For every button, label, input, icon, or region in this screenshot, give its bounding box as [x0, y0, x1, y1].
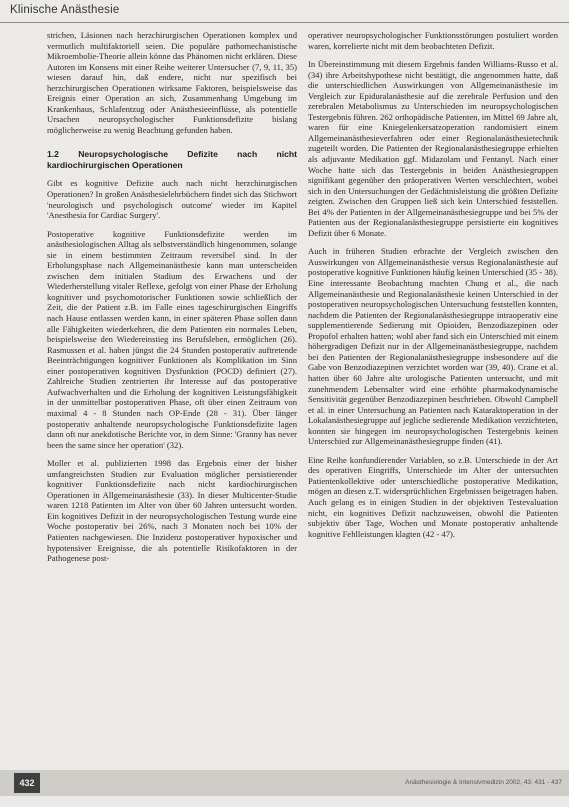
header-title: Klinische Anästhesie: [10, 4, 120, 16]
journal-reference: Anästhesiologie & Intensivmedizin 2002, 43: 431 - 437: [405, 779, 562, 786]
right-column: [308, 30, 558, 539]
right-paragraph-1: operativer neuropsychologischer Funktionsstörungen postuliert worden waren, korrelierte nicht mit dem beobachteten Defizit.: [308, 30, 558, 51]
right-paragraph-4: Eine Reihe konfundierender Variablen, so z.B. Unterschiede in der Art des operativen Eingriffs, Unterschiede im Alter der untersuchten Patientenkollektive oder unterschiedliche postoperative Medikation, mögen an diesen z.T. widersprüchlichen Ergebnissen beigetragen haben. Auch gelang es in einigen Studien in der objektiven Testevaluation nicht, ein kognitives Defizit nachzuweisen, obwohl die Patienten subjektiv über Tage, Wochen und Monate postoperativ anhaltende kognitive Fehlleistungen klagten (42 - 47).: [308, 454, 558, 539]
section-heading: 1.2 Neuropsychologische Defizite nach nicht kardiochirurgischen Operationen: [47, 149, 297, 170]
left-paragraph-4: Moller et al. publizierten 1998 das Ergebnis einer der bisher umfangreichsten Studien zur Evaluation möglicher persistierender kognitiver Funktionsdefizite nach nicht kardiochirurgischen Operationen in Allgemeinanästhesie (33). In dieser Multicenter-Studie waren 1218 Patienten im Alter von über 60 Jahren untersucht worden. Ein kognitives Defizit in der neuropsychologischen Testung wurde eine Woche postoperativ bei 26%, nach 3 Monaten noch bei 10% der Patienten nachgewiesen. Die Inzidenz postoperativer hypoxischer und hypotensiver Ereignisse, die als potentielle Risikofaktoren in der Pathogenese post-: [47, 458, 297, 564]
page-number: 432: [14, 773, 40, 793]
left-paragraph-3: Postoperative kognitive Funktionsdefizite werden im anästhesiologischen Alltag als selbstverständlich hingenommen, solange sie in einem bestimmten Zeitraum reversibel sind. In der Erholungsphase nach Allgemeinanästhesie kann man unterscheiden zwischen dem initialen Stadium des Erwachens und der Wiederherstellung vitaler Reflexe, gefolgt von einer Phase der Erholung kognitiver und psychomotorischer Funktionen sowie schließlich der Zeit, die der Patient z.B. im Falle eines tageschirurgischen Eingriffs nach Hause entlassen werden kann, in einer späteren Phase sollen dann alle Fähigkeiten wiederkehren, die dem Patienten ein normales Leben, beispielsweise den Wiedereinstieg ins Berufsleben, ermöglichen (26). Rasmussen et al. haben jüngst die 24 Stunden postoperativ auftretende Beeinträchtigungen kognitiver Funktionen als Komplikation im Sinn einer postoperativen kognitiven Dysfunktion (POCD) definiert (27). Zahlreiche Studien zentrierten ihr Interesse auf das postoperative Aufwachverhalten und die Erholung der kognitiven Leistungsfähigkeit in der unmittelbar postoperativen Phase, oft über einen Zeitraum von maximal 4 - 8 Stunden nach OP-Ende (28 - 31). Über länger postoperativ anhaltende neuropsychologische Funktionsdefizite lagen dann oft nur anekdotische Berichte vor, in dem Sinne: 'Granny has never been the same since her operation' (32).: [47, 228, 297, 450]
left-paragraph-1: strichen, Läsionen nach herzchirurgischen Operationen komplex und vermutlich multifaktoriell seien. Die populäre pathomechanistische Mikroembolie-Theorie allein könne das Phänomen nicht erklären. Diese Autoren im Konsens mit einer Reihe weiterer Untersucher (7, 9, 11, 35) wiesen darauf hin, daß endere, nicht nur spezifisch bei herzchirurgischen Operationen wirksame Faktoren, beispielsweise das Ereignis einer Operation an sich, Zusammenhang Umgebung im Krankenhaus, Schlafentzug oder Anästhesieeinflüsse, als potentielle Ursachen neuropsychologischer Funktionsdefizite bislang möglicherweise zu wenig Beachtung gefunden haben.: [47, 30, 297, 135]
right-paragraph-3: Auch in früheren Studien erbrachte der Vergleich zwischen den Auswirkungen von Allgemeinanästhesie versus Regionalanästhesie auf postoperative kognitive Funktionen häufig keinen Unterschied (35 - 38). Eine interessante Beobachtung machten Chung et al., die nach Allgemeinanästhesie und Regionalanästhesie keinen Unterschied in der postoperativen neuropsychologischen Untersuchung feststellen konnten, nachdem die Patienten der Regionalanästhesiegruppe intraoperativ eine supplementierende Sedierung mit Opioiden, Benzodiazepinen oder Propofol erhalten hatten; wohl aber fand sich ein Unterschied mit einem höhergradigen Defizit nur in der Allgemeinanästhesiegruppe, nachdem bei den Patienten der Regionalanästhesiegruppe insbesondere auf die Gabe von Benzodiazepinen verzichtet worden war (39, 40). Crane et al. hatten über 60 Jahre alte urologische Patienten untersucht, und mit zunehmendem Lebensalter wird eine erhöhte pharmakodynamische Sensitivität gegenüber Benzodiazepinen beschrieben. Obwohl Campbell et al. in einer Untersuchung an Patienten nach Kataraktoperation in der Lokalanästhesiegruppe auf jegliche sedierende Medikation verzichteten, konnten sie hingegen im neuropsychologischen Testergebnis keinen Unterschied zur Allgemeinanästhesiegruppe finden (41).: [308, 246, 558, 447]
left-column: [47, 30, 297, 564]
right-paragraph-2: In Übereinstimmung mit diesem Ergebnis fanden Williams-Russo et al. (34) ihre Arbeitshypothese nicht bestätigt, die angenommen hatte, daß die unterschiedlichen Auswirkungen von Allgemeinanästhesie im Vergleich zur Epiduralanästhesie auf die zerebrale Perfusion und den zerebralen Metabolismus zu Unterschieden im neuropsychologischen Testergebnis führen. 262 orthopädische Patienten, im Mittel 69 Jahre alt, waren für eine Kniegelenkersatzoperation randomisiert einem Allgemeinanästhesieverfahren oder einer Regionalanästhesietechnik zugeteilt worden. Die Patienten der Regionalanästhesiegruppe erhielten als adjuvante Medikation ggf. Midazolam und Fentanyl. Nach einer Woche hatte sich das Testergebnis in beiden Anästhesiegruppen signifikant gegenüber den präoperativen Werten verschlechtert, wobei sich in den Untersuchungen der Gedächtnisleistung die größten Defizite zeigten. Zwischen den Gruppen ließ sich kein Unterschied feststellen. Bei 4% der Patienten in der Allgemeinanästhesiegruppe und bei 5% der Patienten aus der Regionalanästhesiegruppe persistierte ein kognitives Defizit über 6 Monate.: [308, 59, 558, 238]
running-header: [0, 0, 569, 23]
left-paragraph-2: Gibt es kognitive Defizite auch nach nicht herzchirurgischen Operationen? In großen Anästhesielehrbüchern findet sich das Stichwort 'neurologisch und psychologisch outcome' wieder im Kapitel 'Anesthesia for Cardiac Surgery'.: [47, 178, 297, 221]
